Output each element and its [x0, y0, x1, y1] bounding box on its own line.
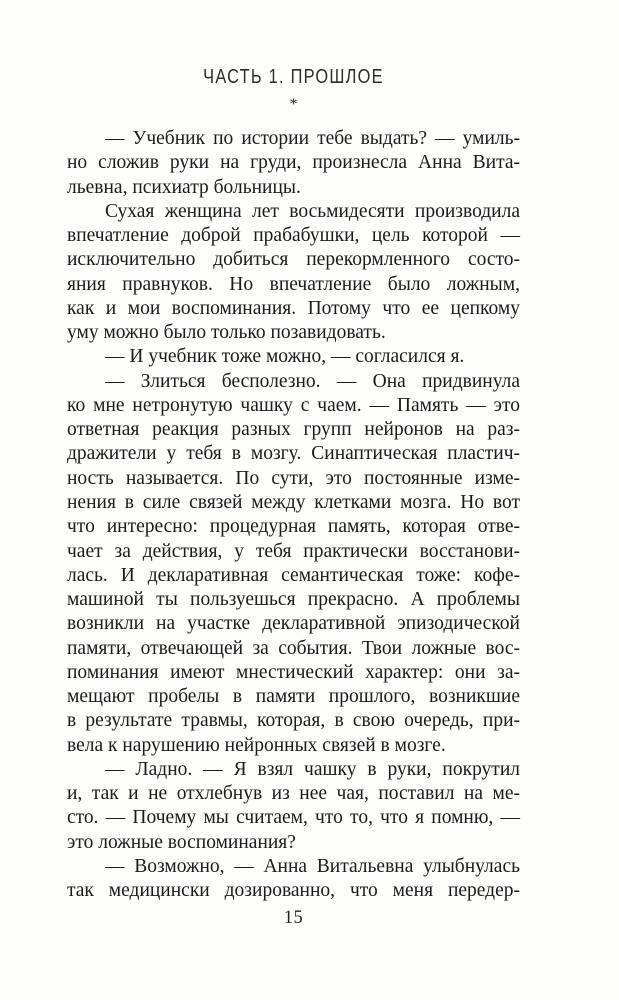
text-line: чает за действия, у тебя практически восстанови- — [67, 540, 520, 562]
text-line: возникли на участке декларативной эпизодической — [67, 613, 520, 635]
text-line: ответная реакция разных групп нейронов на раз- — [67, 419, 520, 441]
text-line: лась. И декларативная семантическая тоже: кофе- — [67, 564, 520, 586]
text-line: памяти, отвечающей за события. Твои ложные вос- — [67, 637, 520, 659]
part-title: ЧАСТЬ 1. ПРОШЛОЕ — [203, 66, 384, 88]
text-line: — Возможно, — Анна Витальевна улыбнулась — [105, 855, 520, 877]
text-line: и, так и не отхлебнув из нее чая, поставил на ме- — [67, 783, 520, 805]
text-line: ность называется. По сути, это постоянные изме- — [67, 467, 520, 489]
text-line: ко мне нетронутую чашку с чаем. — Память — это — [67, 394, 520, 416]
text-line: впечатление доброй прабабушки, цель которой — — [67, 225, 520, 247]
text-line: льевна, психиатр больницы. — [67, 176, 301, 198]
text-line: поминания имеют мнестический характер: они за- — [67, 661, 520, 683]
text-line: дражители у тебя в мозгу. Синаптическая пластич- — [67, 443, 520, 465]
text-line: — И учебник тоже можно, — согласился я. — [105, 346, 465, 368]
paragraph — [67, 345, 520, 369]
scene-break-asterisk: * — [289, 96, 298, 113]
text-line: сто. — Почему мы считаем, что то, что я помню, — — [67, 807, 520, 829]
text-line: уму можно было только позавидовать. — [67, 322, 386, 344]
paragraph — [67, 855, 520, 904]
text-line: Сухая женщина лет восьмидесяти производила — [105, 200, 520, 222]
text-line: — Злиться бесполезно. — Она придвинула — [105, 370, 520, 392]
text-line: в результате травмы, которая, в свою очередь, при- — [67, 710, 520, 732]
text-line: что интересно: процедурная память, которая отве- — [67, 516, 520, 538]
text-line: так медицински дозированно, что меня передер- — [67, 880, 520, 902]
text-line: — Ладно. — Я взял чашку в руки, покрутил — [105, 758, 520, 780]
text-line: как и мои воспоминания. Потому что ее цепкому — [67, 297, 520, 319]
text-line: яния правнуков. Но впечатление было ложным, — [67, 273, 520, 295]
text-line: машиной ты пользуешься прекрасно. А проблемы — [67, 589, 520, 611]
text-line: — Учебник по истории тебе выдать? — умиль- — [105, 128, 520, 149]
body-text — [67, 127, 520, 904]
paragraph — [67, 127, 520, 200]
paragraph — [67, 200, 520, 346]
text-line: нения в силе связей между клетками мозга. Но вот — [67, 491, 520, 513]
text-line: исключительно добиться перекормленного состо- — [67, 249, 520, 271]
paragraph — [67, 758, 520, 855]
text-line: мещают пробелы в памяти прошлого, возникшие — [67, 686, 520, 708]
text-line: вела к нарушению нейронных связей в мозге. — [67, 734, 446, 756]
paragraph — [67, 370, 520, 758]
text-column — [67, 0, 520, 1000]
page-number: 15 — [283, 908, 304, 928]
text-line: это ложные воспоминания? — [67, 831, 296, 853]
text-line: но сложив руки на груди, произнесла Анна Вита- — [67, 152, 520, 174]
